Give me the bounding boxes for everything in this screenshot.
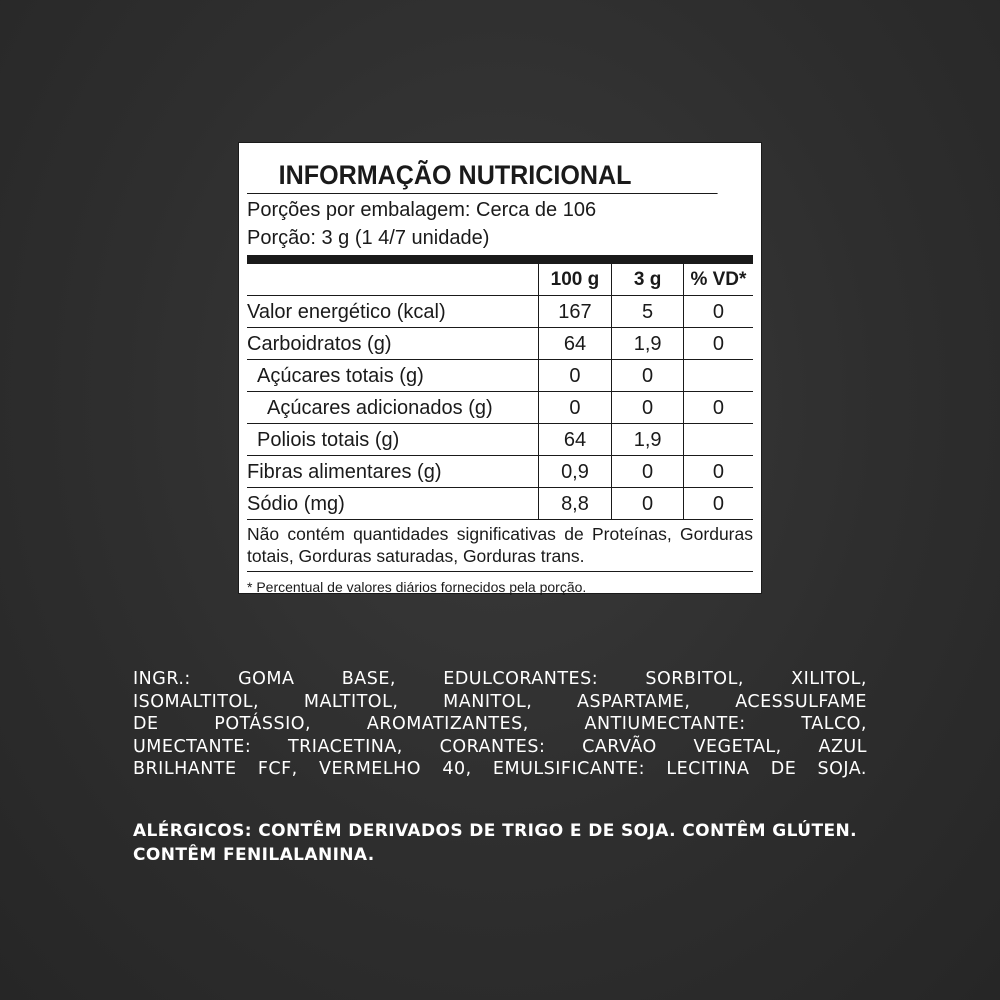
table-row [247,456,753,488]
row-value-vd: 0 [683,392,753,424]
row-label: Poliois totais (g) [247,424,538,456]
header-vd: % VD* [683,264,753,296]
ingredients-line: UMECTANTE: TRIACETINA, CORANTES: CARVÃO VEGETAL, AZUL [133,736,867,757]
row-value-100g: 64 [538,424,612,456]
ingredients-list [133,668,867,781]
table-row [247,488,753,520]
row-value-100g: 0 [538,392,612,424]
row-value-100g: 0 [538,360,612,392]
daily-value-footnote: * Percentual de valores diários fornecidos pela porção. [247,579,587,595]
table-header-row [247,264,753,296]
serving-size: Porção: 3 g (1 4/7 unidade) [247,227,490,249]
row-value-portion: 0 [612,392,684,424]
header-portion: 3 g [612,264,684,296]
allergens-statement [133,819,873,867]
table-row [247,328,753,360]
row-value-vd: 0 [683,488,753,520]
row-value-100g: 0,9 [538,456,612,488]
ingredients-line: INGR.: GOMA BASE, EDULCORANTES: SORBITOL, XILITOL, [133,669,867,689]
row-label: Açúcares totais (g) [247,360,538,392]
table-row [247,296,753,328]
insignificant-nutrients-note: Não contém quantidades significativas de Proteínas, Gorduras totais, Gorduras saturadas, Gorduras trans. [247,520,753,572]
table-row [247,424,753,456]
thick-divider [247,255,753,264]
servings-per-package: Porções por embalagem: Cerca de 106 [247,199,597,221]
nutrition-table [247,264,753,520]
nutrition-facts-label [238,142,762,594]
allergens-line: ALÉRGICOS: CONTÊM DERIVADOS DE TRIGO E DE SOJA. CONTÊM GLÚTEN. [133,821,857,841]
ingredients-line: ISOMALTITOL, MALTITOL, MANITOL, ASPARTAME, ACESSULFAME [133,691,867,712]
header-100g: 100 g [538,264,612,296]
row-label: Sódio (mg) [247,488,538,520]
row-value-portion: 0 [612,488,684,520]
table-row [247,392,753,424]
row-value-vd [683,360,753,392]
row-value-vd [683,424,753,456]
row-value-portion: 5 [612,296,684,328]
row-label: Fibras alimentares (g) [247,456,538,488]
row-value-100g: 8,8 [538,488,612,520]
nutrition-title: INFORMAÇÃO NUTRICIONAL [247,147,718,194]
row-value-portion: 0 [612,360,684,392]
row-value-portion: 1,9 [612,424,684,456]
ingredients-line: DE POTÁSSIO, AROMATIZANTES, ANTIUMECTANTE: TALCO, [133,714,867,734]
row-value-vd: 0 [683,328,753,360]
ingredients-line: BRILHANTE FCF, VERMELHO 40, EMULSIFICANTE: LECITINA DE SOJA. [133,759,867,779]
row-value-vd: 0 [683,456,753,488]
row-value-portion: 1,9 [612,328,684,360]
row-label: Açúcares adicionados (g) [247,392,538,424]
table-row [247,360,753,392]
row-value-vd: 0 [683,296,753,328]
allergens-line: CONTÊM FENILALANINA. [133,845,375,865]
row-label: Carboidratos (g) [247,328,538,360]
row-value-100g: 167 [538,296,612,328]
row-value-portion: 0 [612,456,684,488]
header-blank [247,264,538,296]
row-label: Valor energético (kcal) [247,296,538,328]
row-value-100g: 64 [538,328,612,360]
